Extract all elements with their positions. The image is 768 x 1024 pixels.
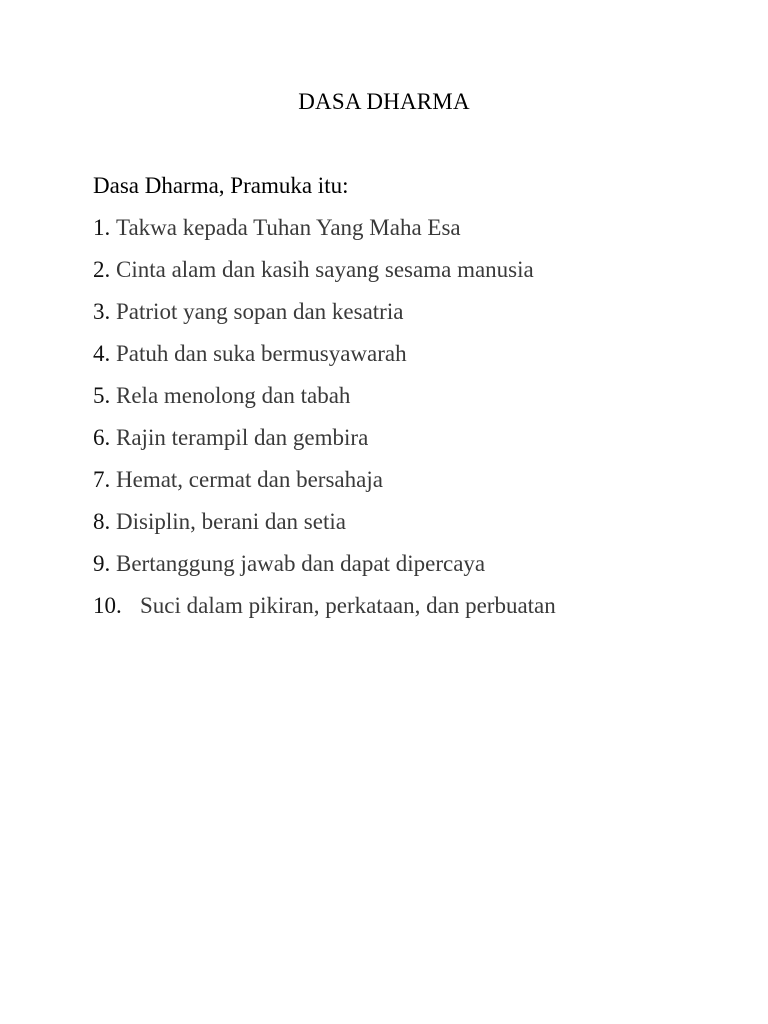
list-text: Hemat, cermat dan bersahaja	[116, 467, 383, 492]
list-number: 7.	[93, 467, 111, 492]
list-number: 5.	[93, 383, 111, 408]
list-item	[93, 256, 556, 298]
intro-text: Dasa Dharma, Pramuka itu:	[93, 173, 349, 198]
list-item	[93, 340, 556, 382]
list-number: 3.	[93, 299, 111, 324]
list-text: Patuh dan suka bermusyawarah	[116, 341, 407, 366]
list-text: Rela menolong dan tabah	[116, 383, 351, 408]
list-text: Cinta alam dan kasih sayang sesama manusia	[116, 257, 534, 282]
list-text: Bertanggung jawab dan dapat dipercaya	[116, 551, 486, 576]
list-text: Rajin terampil dan gembira	[116, 425, 369, 450]
list-number: 2.	[93, 257, 111, 282]
list-text: Suci dalam pikiran, perkataan, dan perbuatan	[140, 593, 556, 618]
list-number: 4.	[93, 341, 111, 366]
list-text: Takwa kepada Tuhan Yang Maha Esa	[116, 215, 461, 240]
list-item	[93, 298, 556, 340]
list-item	[93, 466, 556, 508]
list-text: Disiplin, berani dan setia	[116, 509, 346, 534]
list-number: 8.	[93, 509, 111, 534]
list-item	[93, 592, 556, 634]
page-title: DASA DHARMA	[298, 89, 470, 114]
list-number: 6.	[93, 425, 111, 450]
list-item	[93, 382, 556, 424]
dharma-list	[93, 214, 556, 634]
list-number: 1.	[93, 215, 111, 240]
list-number: 10.	[93, 593, 122, 618]
list-item	[93, 214, 556, 256]
list-text: Patriot yang sopan dan kesatria	[116, 299, 404, 324]
list-item	[93, 550, 556, 592]
list-item	[93, 424, 556, 466]
list-number: 9.	[93, 551, 111, 576]
list-item	[93, 508, 556, 550]
